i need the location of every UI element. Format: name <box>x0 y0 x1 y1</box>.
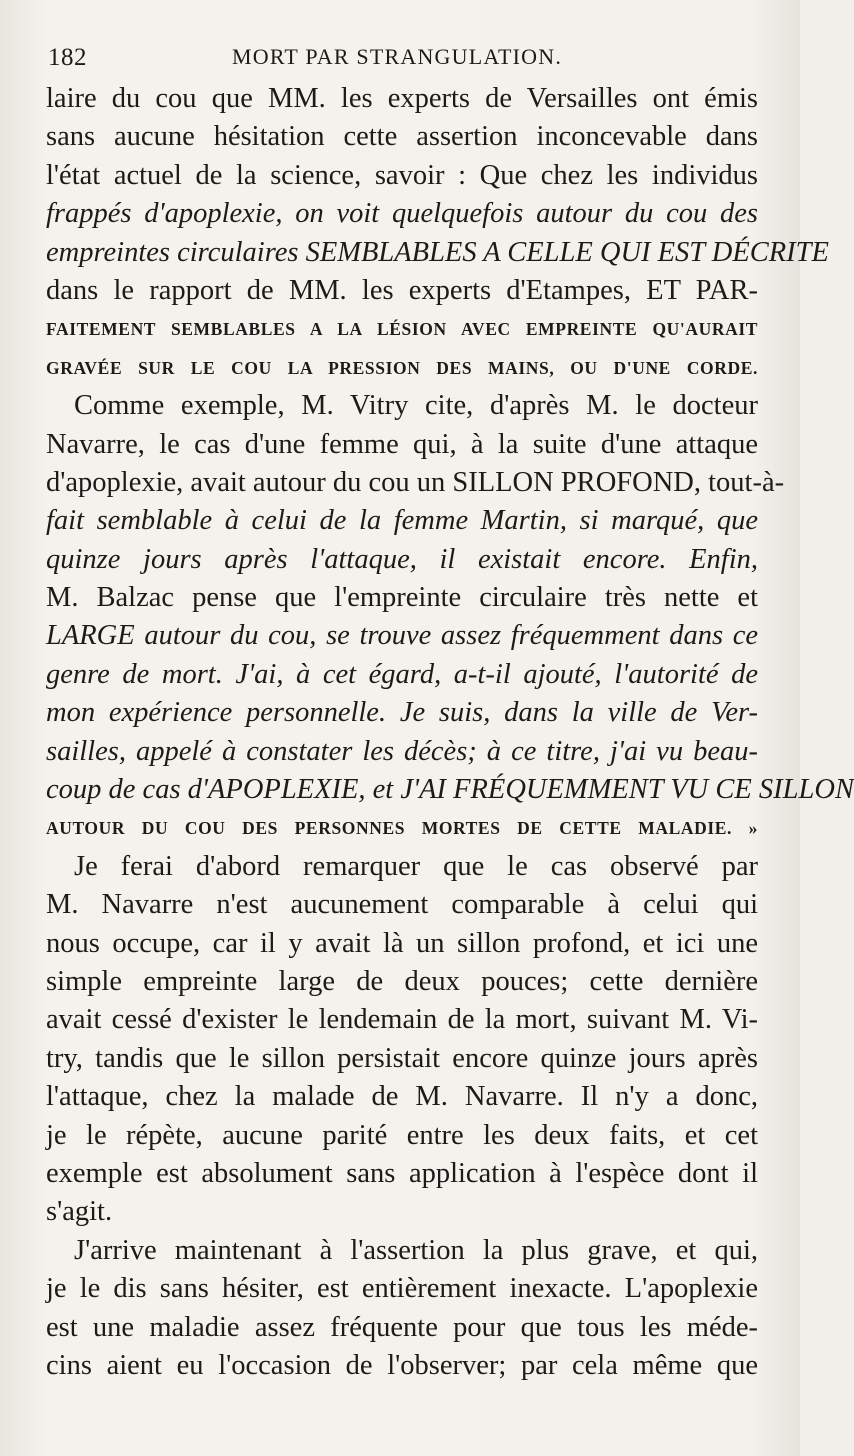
page-header <box>48 40 760 80</box>
text-line: nous occupe, car il y avait là un sillon profond, et ici une <box>46 927 758 959</box>
text-line: cins aient eu l'occasion de l'observer; par cela même que <box>46 1349 758 1381</box>
text-line: quinze jours après l'attaque, il existait encore. Enfin, <box>46 543 758 575</box>
text-line: GRAVÉE SUR LE COU LA PRESSION DES MAINS, OU D'UNE CORDE. <box>46 357 758 378</box>
text-line: dans le rapport de MM. les experts d'Etampes, ET PAR- <box>46 274 758 306</box>
text-line: d'apoplexie, avait autour du cou un SILLON PROFOND, tout-à- <box>46 466 785 498</box>
page-number: 182 <box>48 44 87 71</box>
text-line: l'attaque, chez la malade de M. Navarre. Il n'y a donc, <box>46 1081 758 1113</box>
text-line: FAITEMENT SEMBLABLES A LA LÉSION AVEC EMPREINTE QU'AURAIT <box>46 319 758 340</box>
body-text <box>46 80 854 1385</box>
text-line: AUTOUR DU COU DES PERSONNES MORTES DE CETTE MALADIE. » <box>46 818 758 839</box>
text-line: mon expérience personnelle. Je suis, dans la ville de Ver- <box>46 697 758 729</box>
text-line: est une maladie assez fréquente pour que tous les méde- <box>46 1311 758 1343</box>
text-line: s'agit. <box>46 1196 113 1228</box>
text-line: sans aucune hésitation cette assertion inconcevable dans <box>46 121 758 153</box>
text-line: empreintes circulaires SEMBLABLES A CELLE QUI EST DÉCRITE <box>46 236 829 268</box>
text-line: laire du cou que MM. les experts de Versailles ont émis <box>46 83 758 114</box>
text-line: simple empreinte large de deux pouces; cette dernière <box>46 965 758 997</box>
text-line: LARGE autour du cou, se trouve assez fréquemment dans ce <box>46 620 758 652</box>
text-line: M. Balzac pense que l'empreinte circulaire très nette et <box>46 582 758 614</box>
text-line: exemple est absolument sans application à l'espèce dont il <box>46 1157 758 1189</box>
text-line: frappés d'apoplexie, on voit quelquefois autour du cou des <box>46 198 758 230</box>
text-line: coup de cas d'APOPLEXIE, et J'AI FRÉQUEMMENT VU CE SILLON <box>46 774 854 806</box>
text-line: J'arrive maintenant à l'assertion la plus grave, et qui, <box>74 1234 758 1266</box>
text-line: Je ferai d'abord remarquer que le cas observé par <box>74 850 758 882</box>
running-title: MORT PAR STRANGULATION. <box>232 44 563 69</box>
text-line: genre de mort. J'ai, à cet égard, a-t-il ajouté, l'autorité de <box>46 658 758 690</box>
text-line: Navarre, le cas d'une femme qui, à la suite d'une attaque <box>46 428 758 460</box>
text-line: avait cessé d'exister le lendemain de la mort, suivant M. Vi- <box>46 1004 758 1036</box>
text-line: je le répète, aucune parité entre les deux faits, et cet <box>46 1119 758 1151</box>
text-line: fait semblable à celui de la femme Martin, si marqué, que <box>46 505 758 537</box>
text-line: je le dis sans hésiter, est entièrement inexacte. L'apoplexie <box>46 1273 758 1305</box>
text-line: try, tandis que le sillon persistait encore quinze jours après <box>46 1042 758 1074</box>
text-line: l'état actuel de la science, savoir : Que chez les individus <box>46 159 758 191</box>
text-line: M. Navarre n'est aucunement comparable à celui qui <box>46 889 758 921</box>
text-line: Comme exemple, M. Vitry cite, d'après M. le docteur <box>74 390 758 422</box>
text-line: sailles, appelé à constater les décès; à ce titre, j'ai vu beau- <box>46 735 758 767</box>
